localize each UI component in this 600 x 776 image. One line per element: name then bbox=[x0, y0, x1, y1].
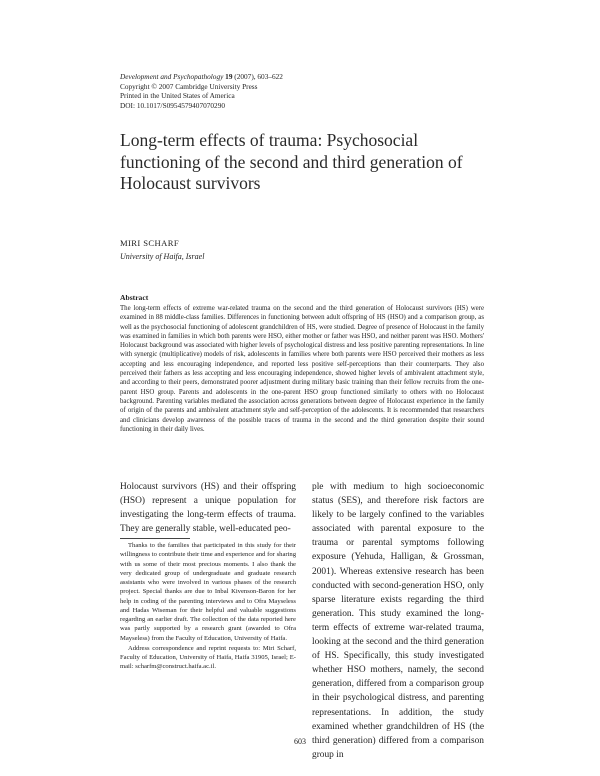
journal-volume: 19 bbox=[225, 72, 233, 81]
journal-citation bbox=[120, 72, 420, 82]
journal-printed: Printed in the United States of America bbox=[120, 91, 235, 101]
author-affiliation: University of Haifa, Israel bbox=[120, 252, 205, 261]
footnote-divider bbox=[120, 538, 190, 539]
journal-name: Development and Psychopathology bbox=[120, 72, 224, 81]
page-number: 603 bbox=[294, 737, 306, 746]
article-title: Long-term effects of trauma: Psychosocial functioning of the second and third generation of Holocaust survivors bbox=[120, 130, 463, 193]
body-left-column: Holocaust survivors (HS) and their offspring (HSO) represent a unique population for investigating the long-term effects of trauma. They are generally stable, well-educated peo- bbox=[120, 482, 296, 535]
body-right-column: ple with medium to high socioeconomic status (SES), and therefore risk factors are likely to be largely confined to the variables associated with parental exposure to the trauma or parental symptoms following exposure (Yehuda, Halligan, & Grossman, 2001). Whereas extensive research has been conducted with second-generation HSO, only sparse literature exists regarding the third generation. This study examined the long-term effects of extreme war-related trauma, looking at the second and the third generation of HS. Specifically, this study investigated whether HSO mothers, namely, the second generation, differed from a comparison group in their psychological distress, and parenting representations. In addition, the study examined whether grandchildren of HS (the third generation) differed from a comparison group in bbox=[312, 482, 484, 760]
footnote-correspondence: Address correspondence and reprint requests to: Miri Scharf, Faculty of Education, University of Haifa, Haifa 31905, Israel; E-mail: scharfm@construct.haifa.ac.il. bbox=[120, 644, 296, 671]
author-name: MIRI SCHARF bbox=[120, 238, 180, 248]
journal-year-pages: (2007), 603–622 bbox=[232, 72, 283, 81]
journal-metadata bbox=[120, 72, 420, 110]
footnote-acknowledgment: Thanks to the families that participated in this study for their willingness to contribute their time and experience and for sharing with us some of their most precious moments. I also thank the very dedicated group of undergraduate and graduate research assistants who were involved in various phases of the research project. Special thanks are due to Inbal Kivenson-Baron for her help in coding of the parenting interviews and to Ofra Mayseless and Hadas Wiseman for their helpful and valuable suggestions regarding an earlier draft. The collection of the data reported here was partly supported by a research grant (awarded to Ofra Mayseless) from the Faculty of Education, University of Haifa. bbox=[120, 542, 296, 642]
footnotes bbox=[120, 541, 296, 672]
abstract-text: The long-term effects of extreme war-related trauma on the second and the third generation of Holocaust survivors (HS) were examined in 88 middle-class families. Differences in functioning between adult offspring of HS (HSO) and a comparison group, as well as the psychosocial functioning of adolescent grandchildren of HS, were studied. Degree of presence of Holocaust in the family was examined in families in which both parents were HSO, either mother or father was HSO, and neither parent was HSO. Mothers' Holocaust background was associated with higher levels of psychological distress and less positive parenting representations. In line with synergic (multiplicative) models of risk, adolescents in families where both parents were HSO perceived their mothers as less accepting and less encouraging independence, and reported less positive self-perceptions than their counterparts. They also perceived their fathers as less accepting and less encouraging independence, showed higher levels of ambivalent attachment style, and according to their peers, demonstrated poorer adjustment during military basic training than their fellow recruits from the one-parent HSO group. Parents and adolescents in the one-parent HSO group functioned similarly to others with no Holocaust background. Parenting variables mediated the association across generations between degree of Holocaust experience in the family of origin of the parents and ambivalent attachment style and self-perception of the adolescents. It is recommended that researchers and clinicians develop awareness of the possible traces of trauma in the second and the third generation despite their sound functioning in their daily lives. bbox=[120, 305, 484, 433]
abstract-heading: Abstract bbox=[120, 293, 149, 302]
journal-doi: DOI: 10.1017/S0954579407070290 bbox=[120, 100, 225, 110]
journal-copyright: Copyright © 2007 Cambridge University Press bbox=[120, 81, 258, 91]
